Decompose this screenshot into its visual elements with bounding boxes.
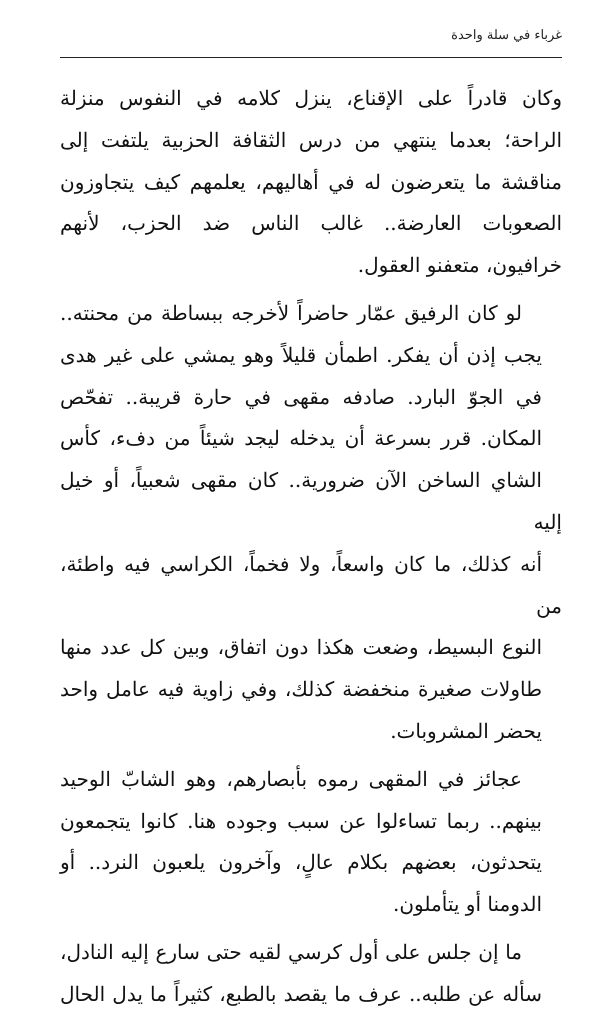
header-rule [60, 57, 562, 58]
paragraph-1 [60, 78, 562, 287]
text-line: النوع البسيط، وضعت هكذا دون اتفاق، وبين كل عدد منها [60, 635, 542, 660]
text-line: الشاي الساخن الآن ضرورية.. كان مقهى شعبياً، أو خيل إليه [60, 468, 562, 534]
body-text [60, 78, 562, 1022]
text-line: يتحدثون، بعضهم بكلام عالٍ، وآخرون يلعبون النرد.. أو [60, 850, 542, 875]
text-line: الصعوبات العارضة.. غالب الناس ضد الحزب، لأنهم [60, 211, 562, 236]
text-line: يجب إذن أن يفكر. اطمأن قليلاً وهو يمشي على غير هدى [60, 342, 542, 367]
text-line: في الجوّ البارد. صادفه مقهى في حارة قريبة.. تفحّص [60, 384, 542, 409]
book-title: غرباء في سلة واحدة [451, 28, 562, 43]
paragraph-3 [60, 759, 562, 926]
text-line: وكان قادراً على الإقناع، ينزل كلامه في النفوس منزلة [60, 86, 562, 110]
text-line: الدومنا أو يتأملون. [393, 892, 542, 917]
text-line: لو كان الرفيق عمّار حاضراً لأخرجه ببساطة من محنته.. [60, 300, 522, 325]
text-line: مناقشة ما يتعرضون له في أهاليهم، يعلمهم كيف يتجاوزون [60, 169, 562, 194]
text-line: يحضر المشروبات. [390, 718, 542, 743]
running-header [60, 26, 562, 58]
text-line: بينهم.. ربما تساءلوا عن سبب وجوده هنا. كانوا يتجمعون [60, 808, 542, 833]
paragraph-4 [60, 932, 562, 1016]
paragraph-2 [60, 293, 562, 753]
text-line: عجائز في المقهى رموه بأبصارهم، وهو الشابّ الوحيد [60, 766, 522, 791]
text-line: المكان. قرر بسرعة أن يدخله ليجد شيئاً من دفء، كأس [60, 426, 542, 451]
text-line: طاولات صغيرة منخفضة كذلك، وفي زاوية فيه عامل واحد [60, 677, 542, 702]
text-line: خرافيون، متعفنو العقول. [357, 253, 562, 278]
text-line: سأله عن طلبه.. عرف ما يقصد بالطبع، كثيراً ما يدل الحال [60, 981, 542, 1006]
text-line: ما إن جلس على أول كرسي لقيه حتى سارع إليه النادل، [60, 939, 522, 964]
text-line: الراحة؛ بعدما ينتهي من درس الثقافة الحزبية يلتفت إلى [60, 127, 562, 152]
text-line: أنه كذلك، ما كان واسعاً، ولا فخماً، الكراسي فيه واطئة، من [60, 551, 562, 618]
